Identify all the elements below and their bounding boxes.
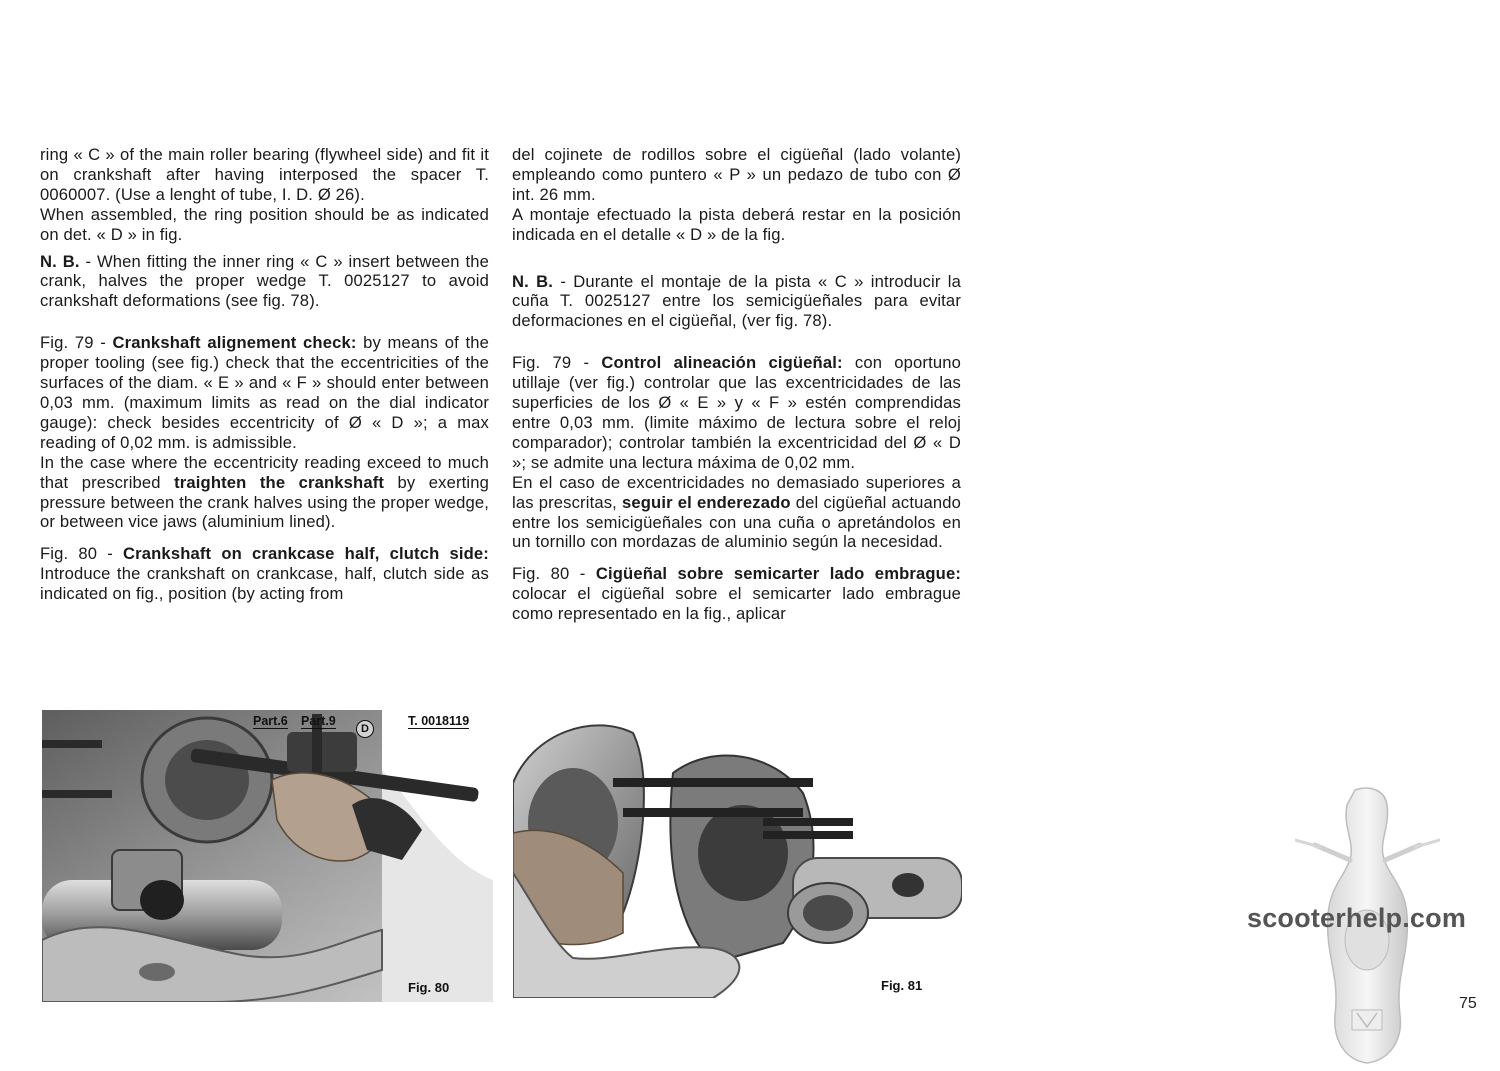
page-number: 75: [1459, 995, 1477, 1012]
callout-tool-number: T. 0018119: [408, 714, 470, 728]
english-case-a: In the case where the eccentricity reading exceed to much that prescribed: [40, 452, 489, 492]
crankshaft-tool-illustration: [42, 710, 493, 1002]
spanish-fig79-prefix: Fig. 79 -: [512, 353, 602, 373]
spanish-nb-paragraph: [512, 272, 961, 332]
figure-80-photo: [42, 710, 493, 1002]
spanish-fig79-title: Control alineación cigüeñal:: [601, 353, 843, 373]
english-case-paragraph: [40, 453, 489, 533]
spanish-fig80-title: Cigüeñal sobre semicarter lado embrague:: [595, 564, 961, 584]
english-nb-label: N. B.: [40, 251, 80, 271]
english-fig79-title: Crankshaft alignement check:: [112, 333, 357, 353]
english-fig79-paragraph: [40, 333, 489, 452]
english-paragraph-assembled: When assembled, the ring position should be as indicated on det. « D » in fig.: [40, 204, 489, 244]
english-fig80-paragraph: [40, 544, 489, 604]
english-nb-text: - When fitting the inner ring « C » insert between the crank, halves the proper wedge T. 0025127 to avoid crankshaft deformations (see fig. 78).: [40, 251, 489, 311]
english-paragraph-ring: ring « C » of the main roller bearing (flywheel side) and fit it on crankshaft after having interposed the spacer T. 0060007. (Use a lenght of tube, I. D. Ø 26).: [40, 145, 489, 204]
callout-d: D: [356, 720, 374, 738]
english-case-b: by exerting pressure between the crank halves using the proper wedge, or between vice jaws (aluminium lined).: [40, 472, 489, 532]
spanish-fig80-prefix: Fig. 80 -: [512, 564, 596, 584]
spanish-paragraph-montaje: A montaje efectuado la pista deberá restar en la posición indicada en el detalle « D » de la fig.: [512, 204, 961, 244]
spanish-case-b: del cigüeñal actuando entre los semicigüeñales con una cuña o apretándolos en un tornillo con mordazas de aluminio según la necesidad.: [512, 492, 962, 552]
crankcase-assembly-illustration: [513, 713, 962, 998]
english-fig79-text: by means of the proper tooling (see fig.) check that the eccentricities of the surfaces of the diam. « E » and « F » should enter between 0,03 mm. (maximum limits as read on the dial indicator gauge): check besides eccentricity of Ø « D »; a max reading of 0,02 mm. is admissible.: [40, 333, 489, 452]
spanish-fig80-paragraph: [512, 564, 961, 624]
figure-80-label: Fig. 80: [408, 980, 450, 995]
english-fig80-prefix: Fig. 80 -: [40, 544, 124, 564]
spanish-case-a: En el caso de excentricidades no demasiado superiores a las prescritas,: [512, 472, 961, 512]
english-nb-paragraph: [40, 252, 489, 312]
spanish-nb-label: N. B.: [512, 271, 554, 291]
english-fig79-prefix: Fig. 79 -: [40, 333, 113, 353]
spanish-fig79-paragraph: [512, 353, 961, 472]
spanish-column: [512, 145, 961, 624]
figure-81-photo: [513, 713, 962, 998]
english-fig80-text: Introduce the crankshaft on crankcase, half, clutch side as indicated on fig., position (by acting from: [40, 564, 489, 604]
spanish-fig80-text: colocar el cigüeñal sobre el semicarter lado embrague como representado en la fig., aplicar: [512, 584, 961, 624]
spanish-case-paragraph: [512, 473, 961, 553]
english-column: [40, 145, 489, 604]
watermark-text: scooterhelp.com: [1247, 903, 1467, 933]
spanish-case-bold: seguir el enderezado: [622, 492, 791, 512]
english-case-bold: traighten the crankshaft: [174, 472, 385, 492]
spanish-nb-text: - Durante el montaje de la pista « C » introducir la cuña T. 0025127 entre los semicigüeñales para evitar deformaciones en el cigüeñal, (ver fig. 78).: [512, 271, 961, 331]
callout-part-9: Part.9: [301, 714, 336, 728]
figure-81-label: Fig. 81: [881, 978, 923, 993]
spanish-fig79-text: con oportuno utillaje (ver fig.) controlar que las excentricidades de las superficies de los Ø « E » y « F » estén comprendidas entre 0,03 mm. (limite máximo de lectura sobre el reloj comparador); controlar también la excentricidad del Ø « D »; se admite una lectura máxima de 0,02 mm.: [512, 353, 961, 472]
callout-part-6: Part.6: [253, 714, 288, 728]
spanish-paragraph-cojinete: del cojinete de rodillos sobre el cigüeñal (lado volante) empleando como puntero « P » un pedazo de tubo con Ø int. 26 mm.: [512, 145, 961, 204]
english-fig80-title: Crankshaft on crankcase half, clutch side:: [123, 544, 489, 564]
